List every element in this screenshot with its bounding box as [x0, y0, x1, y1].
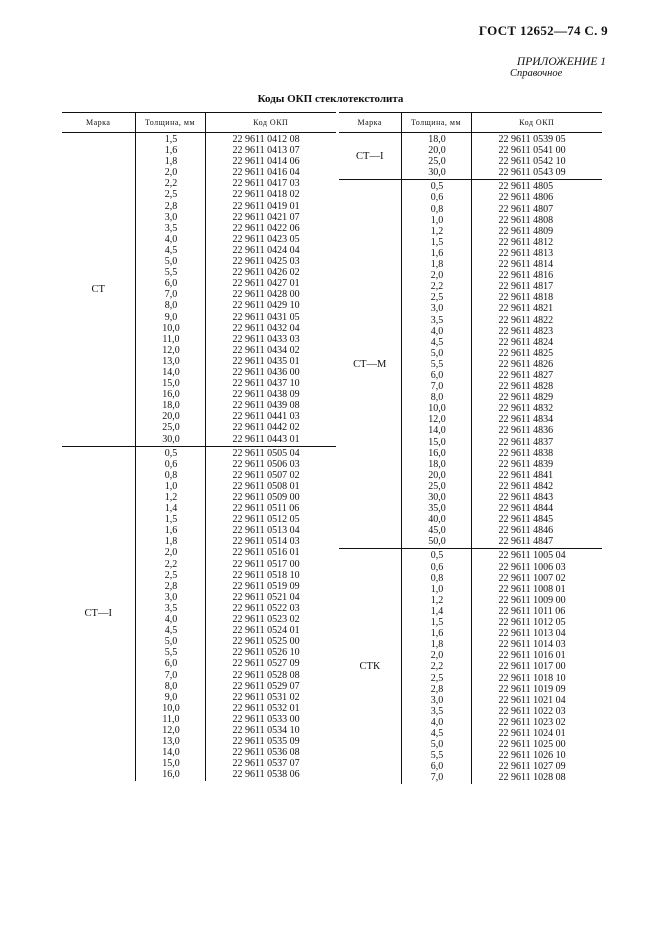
okp-code-value: 22 9611 0425 03 — [232, 256, 300, 268]
thickness-value: 2,5 — [430, 292, 444, 304]
okp-code-value: 22 9611 4836 — [498, 425, 554, 437]
table-header-row — [339, 113, 602, 133]
thickness-value: 16,0 — [428, 447, 446, 459]
okp-code-value: 22 9611 0413 07 — [232, 145, 300, 157]
thickness-value: 11,0 — [162, 713, 180, 725]
thickness-value: 2,5 — [430, 672, 444, 684]
grade-cell: СТ — [62, 133, 135, 447]
thickness-value: 30,0 — [428, 492, 446, 503]
okp-code-value: 22 9611 4827 — [498, 369, 554, 381]
thickness-value: 0,5 — [164, 447, 178, 459]
okp-code-value: 22 9611 0513 04 — [232, 525, 300, 537]
okp-code-value: 22 9611 0443 01 — [232, 433, 300, 445]
okp-code-value: 22 9611 1021 04 — [498, 694, 566, 706]
okp-code-value: 22 9611 1017 00 — [498, 661, 566, 673]
okp-code-value: 22 9611 0427 01 — [232, 278, 300, 290]
appendix-subtitle: Справочное — [510, 68, 563, 79]
okp-code-value: 22 9611 4817 — [498, 281, 554, 293]
thickness-value: 1,5 — [164, 134, 178, 145]
thickness-value: 1,4 — [164, 503, 178, 515]
thickness-value: 15,0 — [428, 436, 446, 448]
thickness-value: 20,0 — [428, 145, 446, 157]
grade-cell: СТ—М — [339, 180, 401, 549]
thickness-value: 4,5 — [430, 336, 444, 348]
thickness-value: 1,4 — [430, 605, 444, 617]
okp-code-value: 22 9611 0543 09 — [498, 167, 566, 179]
thickness-value: 5,0 — [430, 739, 444, 751]
okp-code-value: 22 9611 4829 — [498, 392, 554, 404]
thickness-value: 1,8 — [430, 259, 444, 271]
okp-code-value: 22 9611 1024 01 — [498, 727, 566, 739]
thickness-value: 1,0 — [164, 480, 178, 492]
thickness-value: 1,5 — [430, 617, 444, 629]
okp-code-value: 22 9611 0418 02 — [232, 189, 300, 201]
table-body — [339, 133, 602, 785]
thickness-value: 1,6 — [430, 628, 444, 640]
okp-code-value: 22 9611 4821 — [498, 303, 554, 315]
thickness-value: 2,5 — [164, 569, 178, 581]
okp-code-value: 22 9611 1022 03 — [498, 705, 566, 717]
okp-code-value: 22 9611 1006 03 — [498, 561, 566, 573]
okp-code-value: 22 9611 4816 — [498, 270, 554, 282]
thickness-value: 14,0 — [162, 747, 180, 759]
thickness-value: 7,0 — [430, 772, 444, 784]
thickness-value: 18,0 — [162, 400, 180, 412]
okp-code-value: 22 9611 4844 — [498, 503, 554, 515]
thickness-value: 14,0 — [428, 425, 446, 437]
okp-code-value: 22 9611 1019 09 — [498, 683, 566, 695]
okp-code-value: 22 9611 0436 00 — [232, 366, 300, 378]
thickness-value: 4,5 — [164, 244, 178, 256]
thickness-value: 40,0 — [428, 514, 446, 526]
thickness-value: 3,0 — [430, 303, 444, 315]
thickness-value: 4,0 — [164, 233, 178, 245]
okp-code-value: 22 9611 0514 03 — [232, 536, 300, 548]
thickness-value: 3,5 — [430, 314, 444, 326]
thickness-value: 4,5 — [430, 727, 444, 739]
okp-code-value: 22 9611 0531 02 — [232, 691, 300, 703]
thickness-value: 1,6 — [164, 525, 178, 537]
thickness-value: 35,0 — [428, 503, 446, 515]
grade-group-row — [339, 133, 602, 180]
okp-code-value: 22 9611 0535 09 — [232, 736, 300, 748]
thickness-value: 5,0 — [164, 256, 178, 268]
okp-code-value: 22 9611 0518 10 — [232, 569, 300, 581]
okp-code-value: 22 9611 4842 — [498, 480, 554, 492]
column-header-code: Код ОКП — [471, 113, 602, 133]
thickness-value: 1,6 — [164, 145, 178, 157]
thickness-cell — [135, 133, 205, 447]
okp-code-value: 22 9611 1009 00 — [498, 594, 566, 606]
thickness-value: 0,6 — [430, 561, 444, 573]
thickness-value: 1,8 — [164, 156, 178, 168]
okp-code-value: 22 9611 4807 — [498, 203, 554, 215]
okp-code-value: 22 9611 4847 — [498, 536, 554, 548]
thickness-value: 2,8 — [164, 580, 178, 592]
grade-cell: СТ—I — [339, 133, 401, 180]
okp-code-value: 22 9611 0538 06 — [232, 769, 300, 781]
thickness-value: 25,0 — [162, 422, 180, 434]
okp-code-value: 22 9611 0539 05 — [498, 134, 566, 145]
thickness-value: 0,8 — [430, 572, 444, 584]
thickness-value: 15,0 — [162, 758, 180, 770]
okp-code-value: 22 9611 0442 02 — [232, 422, 300, 434]
okp-code-value: 22 9611 0525 00 — [232, 636, 300, 648]
okp-code-value: 22 9611 4834 — [498, 414, 554, 426]
okp-code-value: 22 9611 1023 02 — [498, 716, 566, 728]
column-header-grade: Марка — [339, 113, 401, 133]
okp-code-value: 22 9611 0419 01 — [232, 200, 300, 212]
thickness-value: 2,2 — [430, 661, 444, 673]
thickness-value: 6,0 — [164, 658, 178, 670]
okp-code-value: 22 9611 0507 02 — [232, 469, 300, 481]
okp-code-value: 22 9611 0541 00 — [498, 145, 566, 157]
thickness-value: 5,5 — [430, 750, 444, 762]
okp-code-value: 22 9611 0512 05 — [232, 514, 300, 526]
thickness-value: 1,8 — [430, 639, 444, 651]
thickness-value: 7,0 — [164, 289, 178, 301]
okp-code-value: 22 9611 0532 01 — [232, 702, 300, 714]
thickness-value: 50,0 — [428, 536, 446, 548]
thickness-value: 1,2 — [430, 225, 444, 237]
thickness-value: 10,0 — [162, 702, 180, 714]
thickness-value: 4,0 — [164, 614, 178, 626]
okp-code-value: 22 9611 4822 — [498, 314, 554, 326]
thickness-value: 20,0 — [162, 411, 180, 423]
okp-code-value: 22 9611 4806 — [498, 192, 554, 204]
okp-code-value: 22 9611 4839 — [498, 458, 554, 470]
okp-code-value: 22 9611 0516 01 — [232, 547, 300, 559]
okp-code-value: 22 9611 0528 08 — [232, 669, 300, 681]
thickness-value: 2,2 — [164, 178, 178, 190]
okp-code-value: 22 9611 4808 — [498, 214, 554, 226]
thickness-value: 13,0 — [162, 355, 180, 367]
thickness-value: 5,5 — [164, 267, 178, 279]
grade-group-row — [339, 180, 602, 549]
thickness-value: 18,0 — [428, 134, 446, 145]
thickness-value: 0,5 — [430, 550, 444, 562]
thickness-value: 0,6 — [164, 458, 178, 470]
column-header-code: Код ОКП — [205, 113, 336, 133]
okp-code-value: 22 9611 0524 01 — [232, 625, 300, 637]
okp-code-value: 22 9611 0421 07 — [232, 211, 300, 223]
thickness-value: 4,5 — [164, 625, 178, 637]
okp-code-value: 22 9611 0527 09 — [232, 658, 300, 670]
grade-cell: СТК — [359, 661, 380, 673]
grade-group-row — [62, 446, 336, 781]
thickness-value: 2,2 — [164, 558, 178, 570]
thickness-value: 11,0 — [162, 333, 180, 345]
thickness-value: 15,0 — [162, 378, 180, 390]
thickness-value: 2,0 — [164, 167, 178, 179]
column-header-thickness: Толщина, мм — [135, 113, 205, 133]
thickness-value: 12,0 — [428, 414, 446, 426]
okp-code-value: 22 9611 0432 04 — [232, 322, 300, 334]
okp-code-value: 22 9611 0439 08 — [232, 400, 300, 412]
thickness-value: 3,0 — [164, 211, 178, 223]
thickness-value: 5,5 — [164, 647, 178, 659]
okp-code-value: 22 9611 4809 — [498, 225, 554, 237]
thickness-value: 45,0 — [428, 525, 446, 537]
okp-code-value: 22 9611 0437 10 — [232, 378, 300, 390]
thickness-value: 1,8 — [164, 536, 178, 548]
thickness-value: 0,6 — [430, 192, 444, 204]
okp-code-value: 22 9611 4832 — [498, 403, 554, 415]
okp-code-value: 22 9611 1012 05 — [498, 617, 566, 629]
okp-code-value: 22 9611 0417 03 — [232, 178, 300, 190]
code-cell — [205, 446, 336, 781]
okp-code-value: 22 9611 1026 10 — [498, 750, 566, 762]
thickness-value: 1,2 — [430, 594, 444, 606]
okp-code-value: 22 9611 1008 01 — [498, 583, 566, 595]
thickness-value: 9,0 — [164, 691, 178, 703]
thickness-value: 13,0 — [162, 736, 180, 748]
thickness-value: 25,0 — [428, 156, 446, 168]
thickness-value: 1,6 — [430, 247, 444, 259]
thickness-value: 25,0 — [428, 480, 446, 492]
okp-code-value: 22 9611 0438 09 — [232, 389, 300, 401]
okp-code-value: 22 9611 0517 00 — [232, 558, 300, 570]
okp-code-value: 22 9611 1016 01 — [498, 650, 566, 662]
okp-code-value: 22 9611 4805 — [498, 181, 554, 193]
thickness-value: 7,0 — [164, 669, 178, 681]
okp-code-value: 22 9611 4826 — [498, 358, 554, 370]
thickness-value: 2,8 — [430, 683, 444, 695]
thickness-value: 8,0 — [164, 680, 178, 692]
okp-code-value: 22 9611 1013 04 — [498, 628, 566, 640]
thickness-value: 0,5 — [430, 181, 444, 193]
okp-code-value: 22 9611 0511 06 — [232, 503, 300, 515]
okp-code-value: 22 9611 4841 — [498, 469, 554, 481]
thickness-value: 4,0 — [430, 325, 444, 337]
okp-code-value: 22 9611 1014 03 — [498, 639, 566, 651]
okp-code-value: 22 9611 4837 — [498, 436, 554, 448]
thickness-value: 16,0 — [162, 389, 180, 401]
thickness-value: 4,0 — [430, 716, 444, 728]
thickness-value: 7,0 — [430, 381, 444, 393]
okp-code-value: 22 9611 0506 03 — [232, 458, 300, 470]
grade-cell: СТ—I — [84, 608, 112, 620]
thickness-value: 2,5 — [164, 189, 178, 201]
thickness-value: 2,0 — [430, 650, 444, 662]
thickness-value: 30,0 — [162, 433, 180, 445]
okp-code-value: 22 9611 4828 — [498, 381, 554, 393]
thickness-value: 1,0 — [430, 583, 444, 595]
okp-code-value: 22 9611 4814 — [498, 259, 554, 271]
table-header-row — [62, 113, 336, 133]
okp-code-value: 22 9611 4845 — [498, 514, 554, 526]
okp-code-value: 22 9611 1011 06 — [498, 605, 566, 617]
okp-code-value: 22 9611 0508 01 — [232, 480, 300, 492]
thickness-value: 1,5 — [430, 236, 444, 248]
okp-code-value: 22 9611 0424 04 — [232, 244, 300, 256]
thickness-value: 8,0 — [430, 392, 444, 404]
okp-code-value: 22 9611 4843 — [498, 492, 554, 503]
thickness-value: 6,0 — [430, 761, 444, 773]
thickness-value: 14,0 — [162, 366, 180, 378]
okp-codes-table-right — [339, 112, 602, 784]
code-cell — [471, 180, 602, 549]
thickness-cell — [401, 180, 471, 549]
okp-code-value: 22 9611 0542 10 — [498, 156, 566, 168]
okp-code-value: 22 9611 4846 — [498, 525, 554, 537]
thickness-value: 6,0 — [430, 369, 444, 381]
okp-code-value: 22 9611 0523 02 — [232, 614, 300, 626]
thickness-value: 20,0 — [428, 469, 446, 481]
thickness-value: 3,5 — [430, 705, 444, 717]
thickness-value: 3,0 — [430, 694, 444, 706]
thickness-value: 10,0 — [162, 322, 180, 334]
thickness-value: 2,2 — [430, 281, 444, 293]
table-caption: Коды ОКП стеклотекстолита — [257, 93, 404, 105]
okp-code-value: 22 9611 0434 02 — [232, 344, 300, 356]
thickness-value: 3,5 — [164, 602, 178, 614]
thickness-cell — [135, 446, 205, 781]
thickness-value: 5,0 — [430, 347, 444, 359]
code-cell — [471, 133, 602, 180]
thickness-value: 16,0 — [162, 769, 180, 781]
okp-code-value: 22 9611 1018 10 — [498, 672, 566, 684]
thickness-value: 9,0 — [164, 311, 178, 323]
okp-code-value: 22 9611 4823 — [498, 325, 554, 337]
okp-code-value: 22 9611 1005 04 — [498, 550, 566, 562]
okp-code-value: 22 9611 0534 10 — [232, 724, 300, 736]
appendix-title: ПРИЛОЖЕНИЕ 1 — [516, 56, 606, 68]
okp-code-value: 22 9611 0505 04 — [232, 447, 300, 459]
okp-codes-table-left — [62, 112, 336, 781]
grade-group-row — [62, 133, 336, 447]
okp-code-value: 22 9611 0536 08 — [232, 747, 300, 759]
okp-code-value: 22 9611 0414 06 — [232, 156, 300, 168]
okp-code-value: 22 9611 0422 06 — [232, 222, 300, 234]
thickness-value: 30,0 — [428, 167, 446, 179]
thickness-value: 5,5 — [430, 358, 444, 370]
thickness-value: 12,0 — [162, 344, 180, 356]
okp-code-value: 22 9611 0416 04 — [232, 167, 300, 179]
okp-code-value: 22 9611 0435 01 — [232, 355, 300, 367]
okp-code-value: 22 9611 0519 09 — [232, 580, 300, 592]
thickness-value: 1,5 — [164, 514, 178, 526]
okp-code-value: 22 9611 0429 10 — [232, 300, 300, 312]
code-cell — [471, 549, 602, 784]
thickness-value: 0,8 — [164, 469, 178, 481]
okp-code-value: 22 9611 1027 09 — [498, 761, 566, 773]
okp-code-value: 22 9611 1028 08 — [498, 772, 566, 784]
column-header-grade: Марка — [62, 113, 135, 133]
thickness-value: 6,0 — [164, 278, 178, 290]
thickness-value: 1,2 — [164, 492, 178, 503]
okp-code-value: 22 9611 0537 07 — [232, 758, 300, 770]
grade-group-row — [339, 549, 602, 784]
okp-code-value: 22 9611 1025 00 — [498, 739, 566, 751]
okp-code-value: 22 9611 1007 02 — [498, 572, 566, 584]
okp-code-value: 22 9611 0423 05 — [232, 233, 300, 245]
thickness-cell — [401, 549, 471, 784]
okp-code-value: 22 9611 0433 03 — [232, 333, 300, 345]
column-header-thickness: Толщина, мм — [401, 113, 471, 133]
thickness-cell — [401, 133, 471, 180]
okp-code-value: 22 9611 0441 03 — [232, 411, 300, 423]
okp-code-value: 22 9611 4824 — [498, 336, 554, 348]
thickness-value: 2,0 — [164, 547, 178, 559]
okp-code-value: 22 9611 0522 03 — [232, 602, 300, 614]
thickness-value: 3,0 — [164, 591, 178, 603]
okp-code-value: 22 9611 0521 04 — [232, 591, 300, 603]
okp-code-value: 22 9611 0431 05 — [232, 311, 300, 323]
okp-code-value: 22 9611 4825 — [498, 347, 554, 359]
okp-code-value: 22 9611 4813 — [498, 247, 554, 259]
okp-code-value: 22 9611 4838 — [498, 447, 554, 459]
thickness-value: 3,5 — [164, 222, 178, 234]
okp-code-value: 22 9611 0529 07 — [232, 680, 300, 692]
thickness-value: 18,0 — [428, 458, 446, 470]
code-cell — [205, 133, 336, 447]
okp-code-value: 22 9611 0526 10 — [232, 647, 300, 659]
okp-code-value: 22 9611 0533 00 — [232, 713, 300, 725]
thickness-value: 2,0 — [430, 270, 444, 282]
thickness-value: 5,0 — [164, 636, 178, 648]
thickness-value: 0,8 — [430, 203, 444, 215]
okp-code-value: 22 9611 4818 — [498, 292, 554, 304]
okp-code-value: 22 9611 0428 00 — [232, 289, 300, 301]
table-body — [62, 133, 336, 782]
thickness-value: 12,0 — [162, 724, 180, 736]
thickness-value: 8,0 — [164, 300, 178, 312]
okp-code-value: 22 9611 0426 02 — [232, 267, 300, 279]
thickness-value: 1,0 — [430, 214, 444, 226]
document-id: ГОСТ 12652—74 С. 9 — [478, 23, 608, 38]
thickness-value: 2,8 — [164, 200, 178, 212]
okp-code-value: 22 9611 4812 — [498, 236, 554, 248]
okp-code-value: 22 9611 0412 08 — [232, 134, 300, 145]
okp-code-value: 22 9611 0509 00 — [232, 492, 300, 503]
thickness-value: 10,0 — [428, 403, 446, 415]
